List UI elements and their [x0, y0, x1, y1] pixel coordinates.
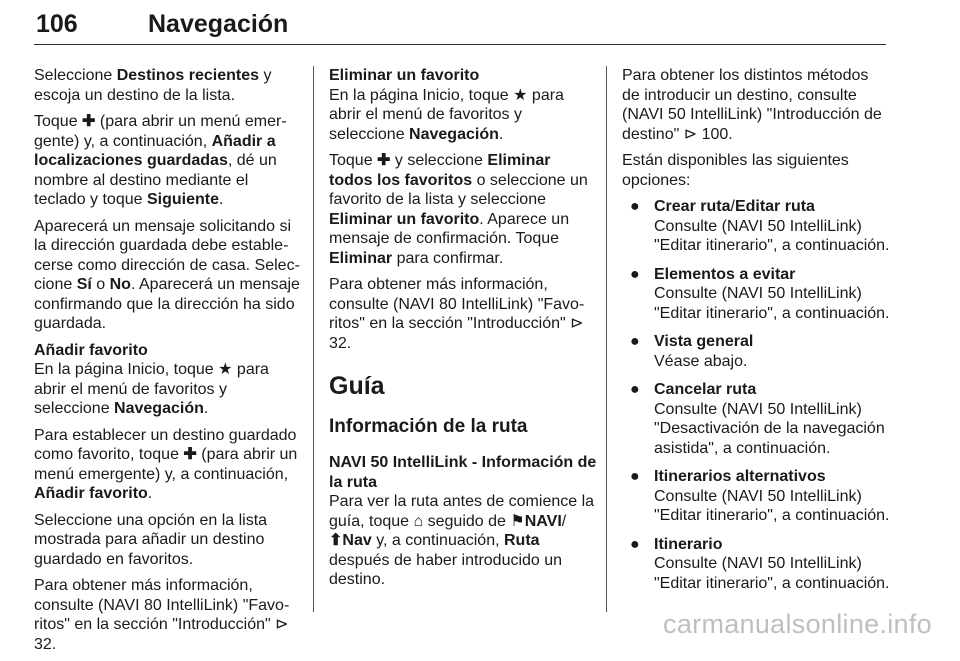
page-ref-icon: ⊳ [570, 315, 584, 332]
paragraph: Para obtener más información, consulte (NAVI 80 IntelliLink) "Favoritos" en la sección "Introducción" ⊳ 32. [329, 276, 585, 352]
paragraph: Toque ✚ (para abrir un menú emergente) y, a continuación, Añadir a localizaciones guardadas, dé un nombre al destino mediante el teclado y toque Siguiente. [34, 113, 287, 208]
paragraph: Seleccione Destinos recientes y escoja un destino de la lista. [34, 67, 272, 104]
column-divider [606, 66, 607, 612]
subsection-heading: Información de la ruta [329, 416, 528, 437]
plus-icon: ✚ [82, 113, 96, 130]
star-icon: ★ [513, 86, 528, 104]
paragraph: Seleccione una opción en la lista mostrada para añadir un destino guardado en favoritos. [34, 511, 268, 568]
section-title: Navegación [148, 10, 289, 38]
flag-icon: ⚑ [510, 512, 525, 530]
list-item: ● Crear ruta/Editar ruta Consulte (NAVI 50 IntelliLink) "Editar itinerario", a continuación. [630, 198, 890, 254]
home-icon: ⌂ [413, 512, 424, 530]
list-item: ● Elementos a evitar Consulte (NAVI 50 IntelliLink) "Editar itinerario", a continuación. [630, 265, 890, 322]
paragraph: Para establecer un destino guardado como favorito, toque ✚ (para abrir un menú emergente) y, a continuación, Añadir favorito. [34, 426, 298, 502]
paragraph: Para ver la ruta antes de comience la guía, toque ⌂ seguido de ⚑NAVI/ ⬆Nav y, a continuación, Ruta después de haber introducido un destino. [329, 493, 595, 588]
paragraph: Para obtener más información, consulte (NAVI 80 IntelliLink) "Favoritos" en la sección "Introducción" ⊳ 32. [34, 577, 290, 653]
list-item: ● Vista general Véase abajo. [630, 333, 754, 370]
column-divider [313, 66, 314, 612]
column-middle [329, 66, 597, 597]
column-right [622, 66, 890, 602]
paragraph: En la página Inicio, toque ★ para abrir el menú de favoritos y seleccione Navegación. [329, 86, 564, 143]
paragraph: Aparecerá un mensaje solicitando si la dirección guardada debe establecerse como dirección de casa. Seleccione Sí o No. Aparecerá un mensaje confirmando que la dirección ha sido guardada. [34, 217, 300, 332]
subheading: Eliminar un favorito [329, 67, 480, 84]
page-number: 106 [36, 10, 78, 38]
page-ref-icon: ⊳ [275, 616, 289, 633]
plus-icon: ✚ [377, 152, 391, 169]
arrow-up-icon: ⬆ [329, 532, 343, 549]
bullet-icon: ● [630, 265, 640, 283]
subheading: NAVI 50 IntelliLink - Información de la ruta [329, 454, 597, 491]
column-left [34, 66, 302, 661]
subheading: Añadir favorito [34, 341, 148, 359]
section-heading: Guía [329, 372, 385, 400]
paragraph: En la página Inicio, toque ★ para abrir el menú de favoritos y seleccione Navegación. [34, 361, 269, 417]
paragraph: Para obtener los distintos métodos de introducir un destino, consulte (NAVI 50 IntelliLink) "Introducción de destino" ⊳ 100. [622, 67, 882, 143]
list-item: ● Cancelar ruta Consulte (NAVI 50 IntelliLink) "Desactivación de la navegación asistida", a continuación. [630, 381, 885, 457]
list-item: ● Itinerario Consulte (NAVI 50 IntelliLink) "Editar itinerario", a continuación. [630, 535, 890, 592]
paragraph: Toque ✚ y seleccione Eliminar todos los favoritos o seleccione un favorito de la lista y seleccione Eliminar un favorito. Aparece un mensaje de confirmación. Toque Eliminar para confirmar. [329, 152, 588, 267]
bullet-icon: ● [630, 381, 640, 398]
bullet-icon: ● [630, 535, 640, 553]
options-list [622, 197, 890, 593]
watermark: carmanualsonline.info [663, 609, 932, 639]
list-item: ● Itinerarios alternativos Consulte (NAVI 50 IntelliLink) "Editar itinerario", a continuación. [630, 468, 890, 524]
page-ref-icon: ⊳ [683, 125, 698, 143]
star-icon: ★ [218, 361, 233, 378]
plus-icon: ✚ [183, 446, 197, 463]
bullet-icon: ● [630, 468, 640, 485]
bullet-icon: ● [630, 333, 640, 350]
page-header [34, 8, 886, 45]
bullet-icon: ● [630, 198, 640, 215]
paragraph: Están disponibles las siguientes opciones: [622, 152, 849, 189]
